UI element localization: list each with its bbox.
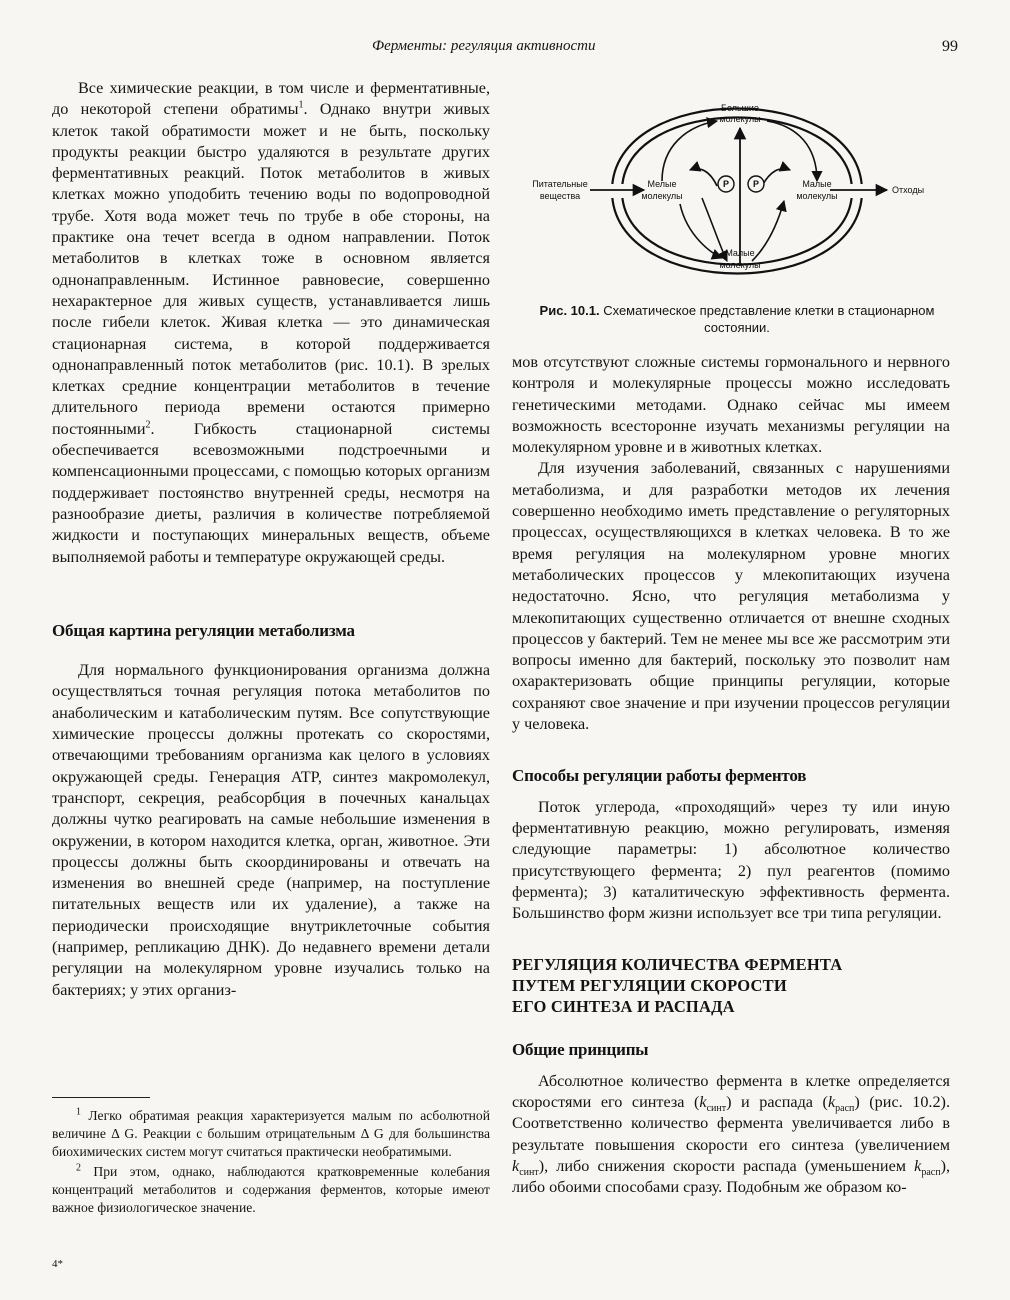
left-column [52,78,490,1001]
label-waste: Отходы [892,185,925,195]
label-small-bottom-2: молекулы [719,260,761,270]
running-head [0,38,1010,62]
label-small-bottom-1: Малые [725,248,755,258]
footnote-2: $^2$ При этом, однако, наблюдаются кратковременные колебания концентраций метаболитов и содержания ферментов, которые имеют важное физиологическое значение. [52,1162,490,1215]
phosphate-circle-right [748,176,764,192]
footnote-rule [52,1097,150,1098]
section-title-enzyme-quantity: РЕГУЛЯЦИЯ КОЛИЧЕСТВА ФЕРМЕНТА ПУТЕМ РЕГУЛЯЦИИ СКОРОСТИ ЕГО СИНТЕЗА И РАСПАДА [512,955,843,1017]
footnotes [52,1107,490,1219]
svg-text:P: P [752,179,760,189]
paragraph-metabolism: Для нормального функционирования организма должна осуществляться точная регуляция потока метаболитов по анаболическим и катаболическим путям. Все сопутствующие химические процессы должны протекать со скоростями, отвечающими требованиям организма как целого в условиях окружающей среды. Генерация ATP, синтез макромолекул, транспорт, секреция, реабсорбция в почечных канальцах должны чутко реагировать на самые небольшие изменения в окружении, в котором находится клетка, орган, животное. Эти процессы должны быть скоординированы и отвечать на изменения во внешней среде (например, на поступление питательных веществ или их удаление), а также на периодически происходящие внутриклеточные события (например, репликацию ДНК). До недавнего времени детали регуляции на молекулярном уровне изучались только на бактериях; у этих организ- [52,661,490,999]
footnote-1: $^1$ Легко обратимая реакция характеризуется малым по асболютной величине Δ G. Реакции с большим отрицательным Δ G для большинства биохимических систем могут считаться практически необратимыми. [52,1106,491,1159]
paragraph-continuation: мов отсутствуют сложные системы гормонального и нервного контроля и молекулярные процессы можно исследовать генетическими методами. Однако сейчас мы имеем возможность всесторонне изучать механизмы регуляции на молекулярном уровне и в животных клетках. [512,353,950,457]
section-heading-methods: Способы регуляции работы ферментов [512,766,807,786]
paragraph-diseases: Для изучения заболеваний, связанных с нарушениями метаболизма, и для разработки методов их лечения совершенно необходимо иметь представление о регуляторных процессах, осуществляющихся в клетках человека. В то же время регуляция на молекулярном уровне многих метаболических процессов у млекопитающих изучена недостаточно. Ясно, что регуляция метаболизма у млекопитающих существенно отличается от внешне сходных процессов у бактерий. Тем не менее мы все же рассмотрим эти вопросы именно для бактерий, поскольку это позволит нам охарактеризовать общие принципы регуляции, которые сохраняют свое значение и при изучении процессов регуляции у человека. [512,459,950,734]
paragraph-intro: Все химические реакции, в том числе и ферментативные, до некоторой степени обратимы$^1$. Однако внутри живых клеток такой обратимости может и не быть, поскольку продукты реакции быстро удаляются в результате других ферментативных реакций. Поток метаболитов в живых клетках можно уподобить течению воды по водопроводной трубе. Хотя вода может течь по трубе в обе стороны, на практике она течет всегда в одном направлении. Поток метаболитов в клетках тоже в основном является однонаправленным. Истинное равновесие, совершенно нехарактерное для живых существ, устанавливается лишь после гибели клеток. Живая клетка — это динамическая стационарная система, в которой поддерживается однонаправленный поток метаболитов (рис. 10.1). В зрелых клетках средние концентрации метаболитов в течение длительного периода времени остаются примерно постоянными$^2$. Гибкость стационарной системы обеспечивается всевозможными подстроечными и компенсационными процессами, с помощью которых организм поддерживает постоянство внутренней среды, несмотря на разнообразие диеты, различия в количестве потребляемой жидкости и поступающих минеральных веществ, объеме выполняемой работы и температуре окружающей среды. [52,79,490,566]
label-small-left-2: молекулы [641,191,683,201]
section-heading-metabolism: Общая картина регуляции метаболизма [52,620,355,640]
subheading-general-principles: Общие принципы [512,1040,649,1060]
figure-caption: Рис. 10.1. Схематическое представление клетки в стационарном состоянии. [539,303,935,335]
label-large-molecules-1: Большие [721,103,759,113]
label-small-right-2: молекулы [796,191,838,201]
figure-cell-steady-state [512,86,962,306]
label-small-right-1: Малые [802,179,832,189]
paragraph-enzyme-amount: Абсолютное количество фермента в клетке определяется скоростями его синтеза $(k_{синт})$ и распада $(k_{расп})$ (рис. 10.2). Соответственно количество фермента увеличивается либо в результате повышения скорости его синтеза (увеличением $k_{синт}$), либо снижения скорости распада (уменьшением $k_{расп}$), либо обоими способами сразу. Подобным же образом ко- [512,1071,950,1197]
page-number: 99 [942,38,958,55]
footnote-ref-1[interactable]: 1 [298,99,304,111]
label-nutrients-2: вещества [539,191,581,201]
label-small-left-1: Мелые [647,179,677,189]
cell-diagram [512,86,962,296]
phosphate-circle-left [718,176,734,192]
right-column [512,352,950,1199]
running-title: Ферменты: регуляция активности [372,38,596,54]
label-nutrients-1: Питательные [532,179,588,189]
footnote-ref-2[interactable]: 2 [145,419,151,431]
paragraph-carbon-flow: Поток углерода, «проходящий» через ту или иную ферментативную реакцию, можно регулировать, изменяя следующие параметры: 1) абсолютное количество присутствующего фермента; 2) пул реагентов (помимо фермента); 3) каталитическую эффективность фермента. Большинство форм жизни использует все три типа регуляции. [512,797,950,923]
signature-mark: 4* [52,1258,63,1270]
label-large-molecules-2: молекулы [719,114,761,124]
svg-text:P: P [722,179,730,189]
